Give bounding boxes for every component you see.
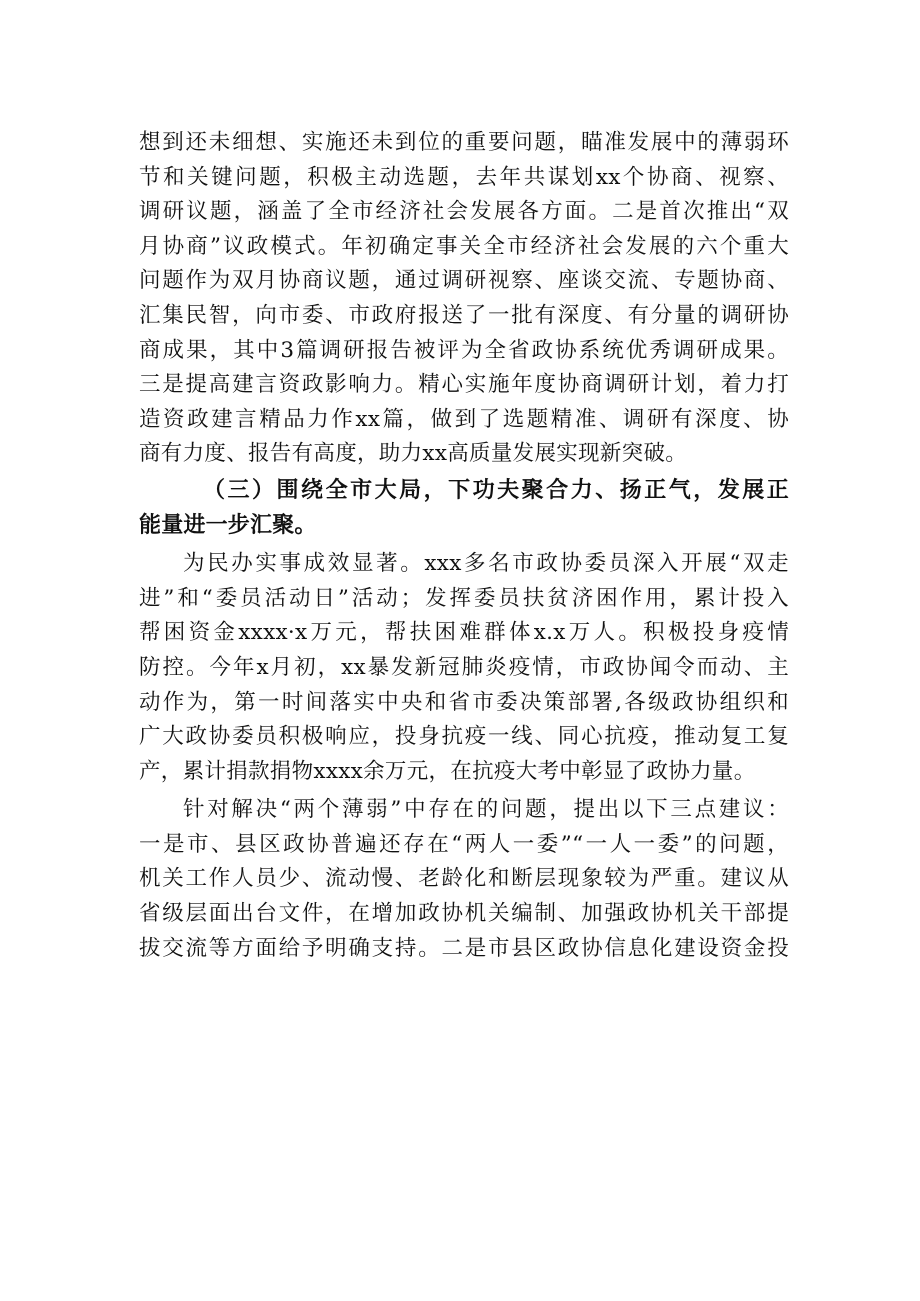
text-line: 帮困资金xxxx·x万元，帮扶困难群体x.x万人。积极投身疫情 bbox=[139, 620, 789, 646]
text-line: 省级层面出台文件，在增加政协机关编制、加强政协机关干部提 bbox=[139, 901, 789, 927]
text-line: 商有力度、报告有高度，助力xx高质量发展实现新突破。 bbox=[139, 441, 688, 467]
text-line: 调研议题，涵盖了全市经济社会发展各方面。二是首次推出“双 bbox=[139, 199, 789, 225]
text-line: 节和关键问题，积极主动选题，去年共谋划xx个协商、视察、 bbox=[139, 164, 789, 190]
text-line: 进”和“委员活动日”活动；发挥委员扶贫济困作用，累计投入 bbox=[139, 585, 789, 611]
paragraph-consultation-work bbox=[139, 126, 789, 472]
text-line: 机关工作人员少、流动慢、老龄化和断层现象较为严重。建议从 bbox=[139, 866, 789, 892]
text-line: 商成果，其中3篇调研报告被评为全省政协系统优秀调研成果。 bbox=[139, 337, 789, 363]
heading-line: 能量进一步汇聚。 bbox=[139, 512, 317, 538]
text-line: 防控。今年x月初，xx暴发新冠肺炎疫情，市政协闻令而动、主 bbox=[139, 654, 789, 680]
text-line: 产，累计捐款捐物xxxx余万元，在抗疫大考中彰显了政协力量。 bbox=[139, 758, 756, 784]
heading-line: （三）围绕全市大局，下功夫聚合力、扬正气，发展正 bbox=[203, 477, 789, 503]
text-line: 想到还未细想、实施还未到位的重要问题，瞄准发展中的薄弱环 bbox=[139, 130, 789, 155]
text-line: 问题作为双月协商议题，通过调研视察、座谈交流、专题协商、 bbox=[139, 268, 789, 294]
paragraph-practical-work bbox=[139, 547, 789, 789]
text-line: 广大政协委员积极响应，投身抗疫一线、同心抗疫，推动复工复 bbox=[139, 724, 789, 750]
section-heading bbox=[139, 474, 789, 543]
text-line: 动作为，第一时间落实中央和省市委决策部署,各级政协组织和 bbox=[139, 689, 789, 715]
text-line: 拔交流等方面给予明确支持。二是市县区政协信息化建设资金投 bbox=[139, 935, 789, 961]
text-line: 一是市、县区政协普遍还存在“两人一委”“一人一委”的问题， bbox=[139, 831, 789, 857]
text-line: 月协商”议政模式。年初确定事关全市经济社会发展的六个重大 bbox=[139, 233, 789, 259]
text-line: 造资政建言精品力作xx篇，做到了选题精准、调研有深度、协 bbox=[139, 406, 789, 432]
text-line: 为民办实事成效显著。xxx多名市政协委员深入开展“双走 bbox=[183, 551, 789, 577]
text-line: 三是提高建言资政影响力。精心实施年度协商调研计划，着力打 bbox=[139, 372, 789, 398]
text-line: 汇集民智，向市委、市政府报送了一批有深度、有分量的调研协 bbox=[139, 302, 789, 328]
document-body bbox=[139, 126, 789, 966]
text-line: 针对解决“两个薄弱”中存在的问题，提出以下三点建议： bbox=[183, 797, 789, 823]
paragraph-suggestions bbox=[139, 793, 789, 966]
